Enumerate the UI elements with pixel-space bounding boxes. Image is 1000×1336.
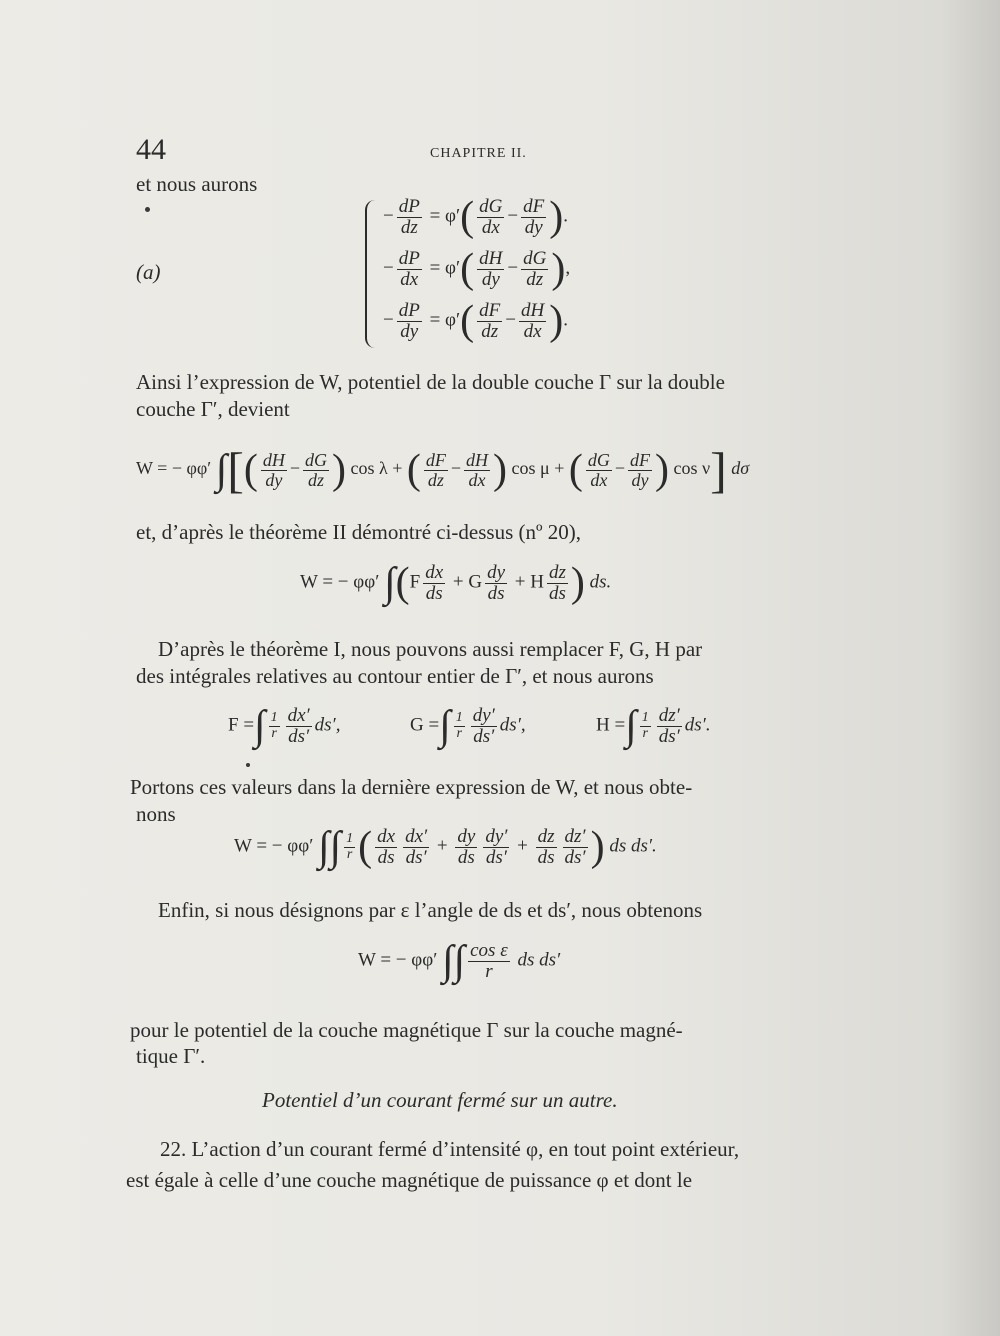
text-line-pour-2: tique Γ′. [136, 1044, 206, 1068]
equation-W-final: W = − φφ′ ∫∫ $\frac{\text{cos ε}}{r}$ ds ds′ [358, 938, 561, 984]
text-line-et-nous-aurons: et nous aurons [136, 172, 258, 196]
system-brace [365, 200, 381, 348]
page-number: 44 [136, 133, 166, 166]
ink-speck [145, 207, 150, 212]
equation-W-surface: W = − φφ′ ∫[( $\frac{dH}{dy}$ − $\frac{dG}{dz}$ ) cos λ + ( $\frac{dF}{dz}$ − $\frac{dH}{dx}$ ) cos μ + ( $\frac{dG}{dx}$ − $\frac{dF}{dy}$ ) cos ν] dσ [136, 442, 750, 498]
ink-speck [246, 763, 250, 767]
equation-H: H =∫ $\frac{1}{r}$ $\frac{dz'}{ds'}$ ds′. [596, 703, 711, 749]
text-line-paragraph-22-2: est égale à celle d’une couche magnétique de puissance φ et dont le [126, 1168, 693, 1192]
equation-W-contour: W = − φφ′ ∫(F $\frac{dx}{ds}$ + G $\frac{dy}{ds}$ + H $\frac{dz}{ds}$ ) ds. [300, 560, 612, 606]
section-heading: Potentiel d’un courant fermé sur un autre. [262, 1088, 618, 1112]
text-line-dapres-2: des intégrales relatives au contour entier de Γ′, et nous aurons [136, 664, 654, 688]
equation-F: F =∫ $\frac{1}{r}$ $\frac{dx'}{ds'}$ ds′, [228, 703, 341, 749]
equation-W-double-integral: W = − φφ′ ∫∫ $\frac{1}{r}$ ( $\frac{dx}{ds}$ $\frac{dx'}{ds'}$ + $\frac{dy}{ds}$ $\frac{dy'}{ds'}$ + $\frac{dz}{ds}$ $\frac{dz'}{ds'}$ ) ds ds′. [234, 824, 657, 870]
text-line-portons-1: Portons ces valeurs dans la dernière expression de W, et nous obte- [130, 775, 693, 799]
text-line-portons-2: nons [136, 802, 176, 826]
text-line-paragraph-22-1: 22. L’action d’un courant fermé d’intensité φ, en tout point extérieur, [160, 1137, 740, 1161]
running-title: CHAPITRE II. [430, 146, 527, 161]
text-line-theoreme-II: et, d’après le théorème II démontré ci-dessus (nº 20), [136, 520, 582, 544]
system-equation-3: − $\frac{dP}{dy}$ = φ′( $\frac{dF}{dz}$ − $\frac{dH}{dx}$ ). [383, 298, 568, 344]
system-equation-2: − $\frac{dP}{dx}$ = φ′( $\frac{dH}{dy}$ − $\frac{dG}{dz}$ ), [383, 246, 571, 292]
text-line-dapres-1: D’après le théorème I, nous pouvons aussi remplacer F, G, H par [158, 637, 703, 661]
text-line-pour-1: pour le potentiel de la couche magnétique Γ sur la couche magné- [130, 1018, 683, 1042]
system-equation-1: − $\frac{dP}{dz}$ = φ′( $\frac{dG}{dx}$ − $\frac{dF}{dy}$ ). [383, 194, 568, 240]
text-line-enfin: Enfin, si nous désignons par ε l’angle de ds et ds′, nous obtenons [158, 898, 703, 922]
text-line-ainsi-2: couche Γ′, devient [136, 397, 290, 421]
equation-label-a: (a) [136, 260, 161, 284]
equation-G: G =∫ $\frac{1}{r}$ $\frac{dy'}{ds'}$ ds′, [410, 703, 526, 749]
text-line-ainsi-1: Ainsi l’expression de W, potentiel de la double couche Γ sur la double [136, 370, 725, 394]
